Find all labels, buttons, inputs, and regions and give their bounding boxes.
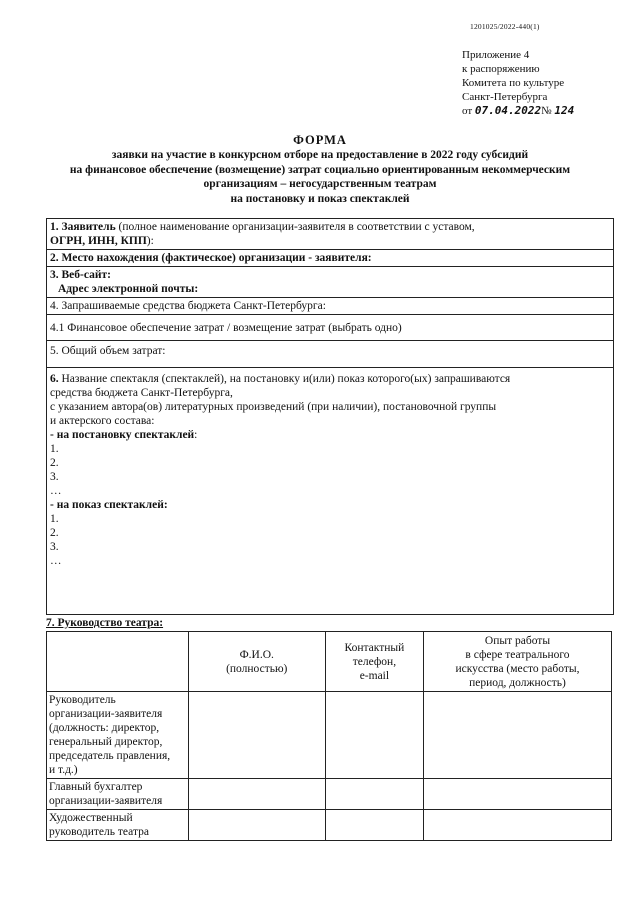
section-label: 6. <box>50 373 59 385</box>
section-text: (полное наименование организации-заявителя в соответствии с уставом, <box>115 221 475 233</box>
table-row <box>47 692 612 779</box>
input-cell-artistic-phone[interactable] <box>325 810 423 841</box>
leadership-table <box>46 631 612 841</box>
section-text: ): <box>146 235 154 247</box>
list-item: 2. <box>50 527 59 539</box>
row-label-accountant <box>47 779 189 810</box>
section-text: 4. Запрашиваемые средства бюджета Санкт-Петербурга: <box>50 300 326 312</box>
row-text: (должность: директор, <box>49 722 160 734</box>
row-text: председатель правления, <box>49 750 171 762</box>
list-item: 1. <box>50 513 59 525</box>
title-line: на постановку и показ спектаклей <box>230 192 410 205</box>
header-text: телефон, <box>352 655 397 668</box>
subsection-label: - на постановку спектаклей <box>50 429 195 441</box>
row-label-artistic-director <box>47 810 189 841</box>
section-total-costs[interactable] <box>47 341 613 368</box>
appendix-block <box>462 48 574 118</box>
row-text: организации-заявителя <box>49 708 163 720</box>
table-row <box>47 810 612 841</box>
header-text: Ф.И.О. <box>239 648 274 661</box>
section-text: с указанием автора(ов) литературных произведений (при наличии), постановочной группы <box>50 401 497 413</box>
section-applicant[interactable] <box>47 219 613 250</box>
header-text: искусства (место работы, <box>455 662 580 675</box>
input-cell-director-fio[interactable] <box>188 692 325 779</box>
list-item: … <box>50 555 62 567</box>
header-text: (полностью) <box>226 662 288 675</box>
input-cell-director-phone[interactable] <box>325 692 423 779</box>
list-item: 1. <box>50 443 59 455</box>
section-label: 2. Место нахождения (фактическое) организации - заявителя: <box>50 252 372 264</box>
section-text: средства бюджета Санкт-Петербурга, <box>50 387 233 399</box>
appendix-line: к распоряжению <box>462 63 540 75</box>
input-cell-director-experience[interactable] <box>423 692 611 779</box>
section-leadership-heading: 7. Руководство театра: <box>46 617 164 629</box>
section-text: Название спектакля (спектаклей), на постановку и(или) показ которого(ых) запрашиваются <box>58 373 511 385</box>
row-text: руководитель театра <box>49 826 149 838</box>
section-text: : <box>194 429 198 441</box>
section-text: 4.1 Финансовое обеспечение затрат / возмещение затрат (выбрать одно) <box>50 322 402 334</box>
header-text: период, должность) <box>469 676 566 689</box>
section-performances[interactable] <box>47 368 613 615</box>
header-cell-phone <box>325 632 423 692</box>
appendix-line: Санкт-Петербурга <box>462 91 548 103</box>
row-text: генеральный директор, <box>49 736 163 748</box>
table-header-row <box>47 632 612 692</box>
section-budget[interactable] <box>47 298 613 315</box>
section-text: и актерского состава: <box>50 415 155 427</box>
section-label: ОГРН, ИНН, КПП <box>50 235 147 247</box>
row-text: Главный бухгалтер <box>49 781 143 793</box>
form-title <box>40 133 600 206</box>
input-cell-accountant-fio[interactable] <box>188 779 325 810</box>
header-cell-experience <box>423 632 611 692</box>
header-text: в сфере театрального <box>465 648 570 661</box>
row-text: организации-заявителя <box>49 795 163 807</box>
title-line: заявки на участие в конкурсном отборе на предоставление в 2022 году субсидий <box>111 149 529 161</box>
row-text: Руководитель <box>49 694 116 706</box>
list-item: 3. <box>50 541 59 553</box>
section-label: 3. Веб-сайт: <box>50 269 111 281</box>
number-prefix: № <box>541 105 552 117</box>
section-label: 1. Заявитель <box>50 221 116 233</box>
section-location[interactable] <box>47 250 613 267</box>
title-heading: ФОРМА <box>293 133 347 147</box>
list-item: … <box>50 485 62 497</box>
application-form <box>46 218 614 615</box>
row-text: и т.д.) <box>49 764 78 776</box>
appendix-line: Приложение 4 <box>462 49 530 61</box>
input-cell-accountant-experience[interactable] <box>423 779 611 810</box>
title-line: организациям – негосударственным театрам <box>203 178 437 190</box>
input-cell-artistic-experience[interactable] <box>423 810 611 841</box>
appendix-date-line <box>462 104 574 118</box>
list-item: 2. <box>50 457 59 469</box>
appendix-line: Комитета по культуре <box>462 77 565 89</box>
header-cell-fio <box>188 632 325 692</box>
title-line: на финансовое обеспечение (возмещение) затрат социально ориентированным некоммерческим <box>69 163 571 176</box>
header-text: e-mail <box>359 669 390 682</box>
row-label-director <box>47 692 189 779</box>
section-website[interactable] <box>47 267 613 298</box>
input-cell-accountant-phone[interactable] <box>325 779 423 810</box>
header-cell-empty <box>47 632 189 692</box>
document-number: 1201025/2022-440(1) <box>470 22 540 31</box>
list-item: 3. <box>50 471 59 483</box>
section-label: Адрес электронной почты: <box>58 283 199 295</box>
header-text: Опыт работы <box>484 634 551 647</box>
header-text: Контактный <box>344 641 405 654</box>
row-text: Художественный <box>49 812 133 824</box>
handwritten-date: 07.04.2022 <box>474 104 542 117</box>
date-prefix: от <box>462 105 473 117</box>
section-financing-type[interactable] <box>47 315 613 341</box>
subsection-label: - на показ спектаклей: <box>50 499 168 511</box>
table-row <box>47 779 612 810</box>
handwritten-number: 124 <box>554 104 575 117</box>
section-text: 5. Общий объем затрат: <box>50 345 166 357</box>
input-cell-artistic-fio[interactable] <box>188 810 325 841</box>
